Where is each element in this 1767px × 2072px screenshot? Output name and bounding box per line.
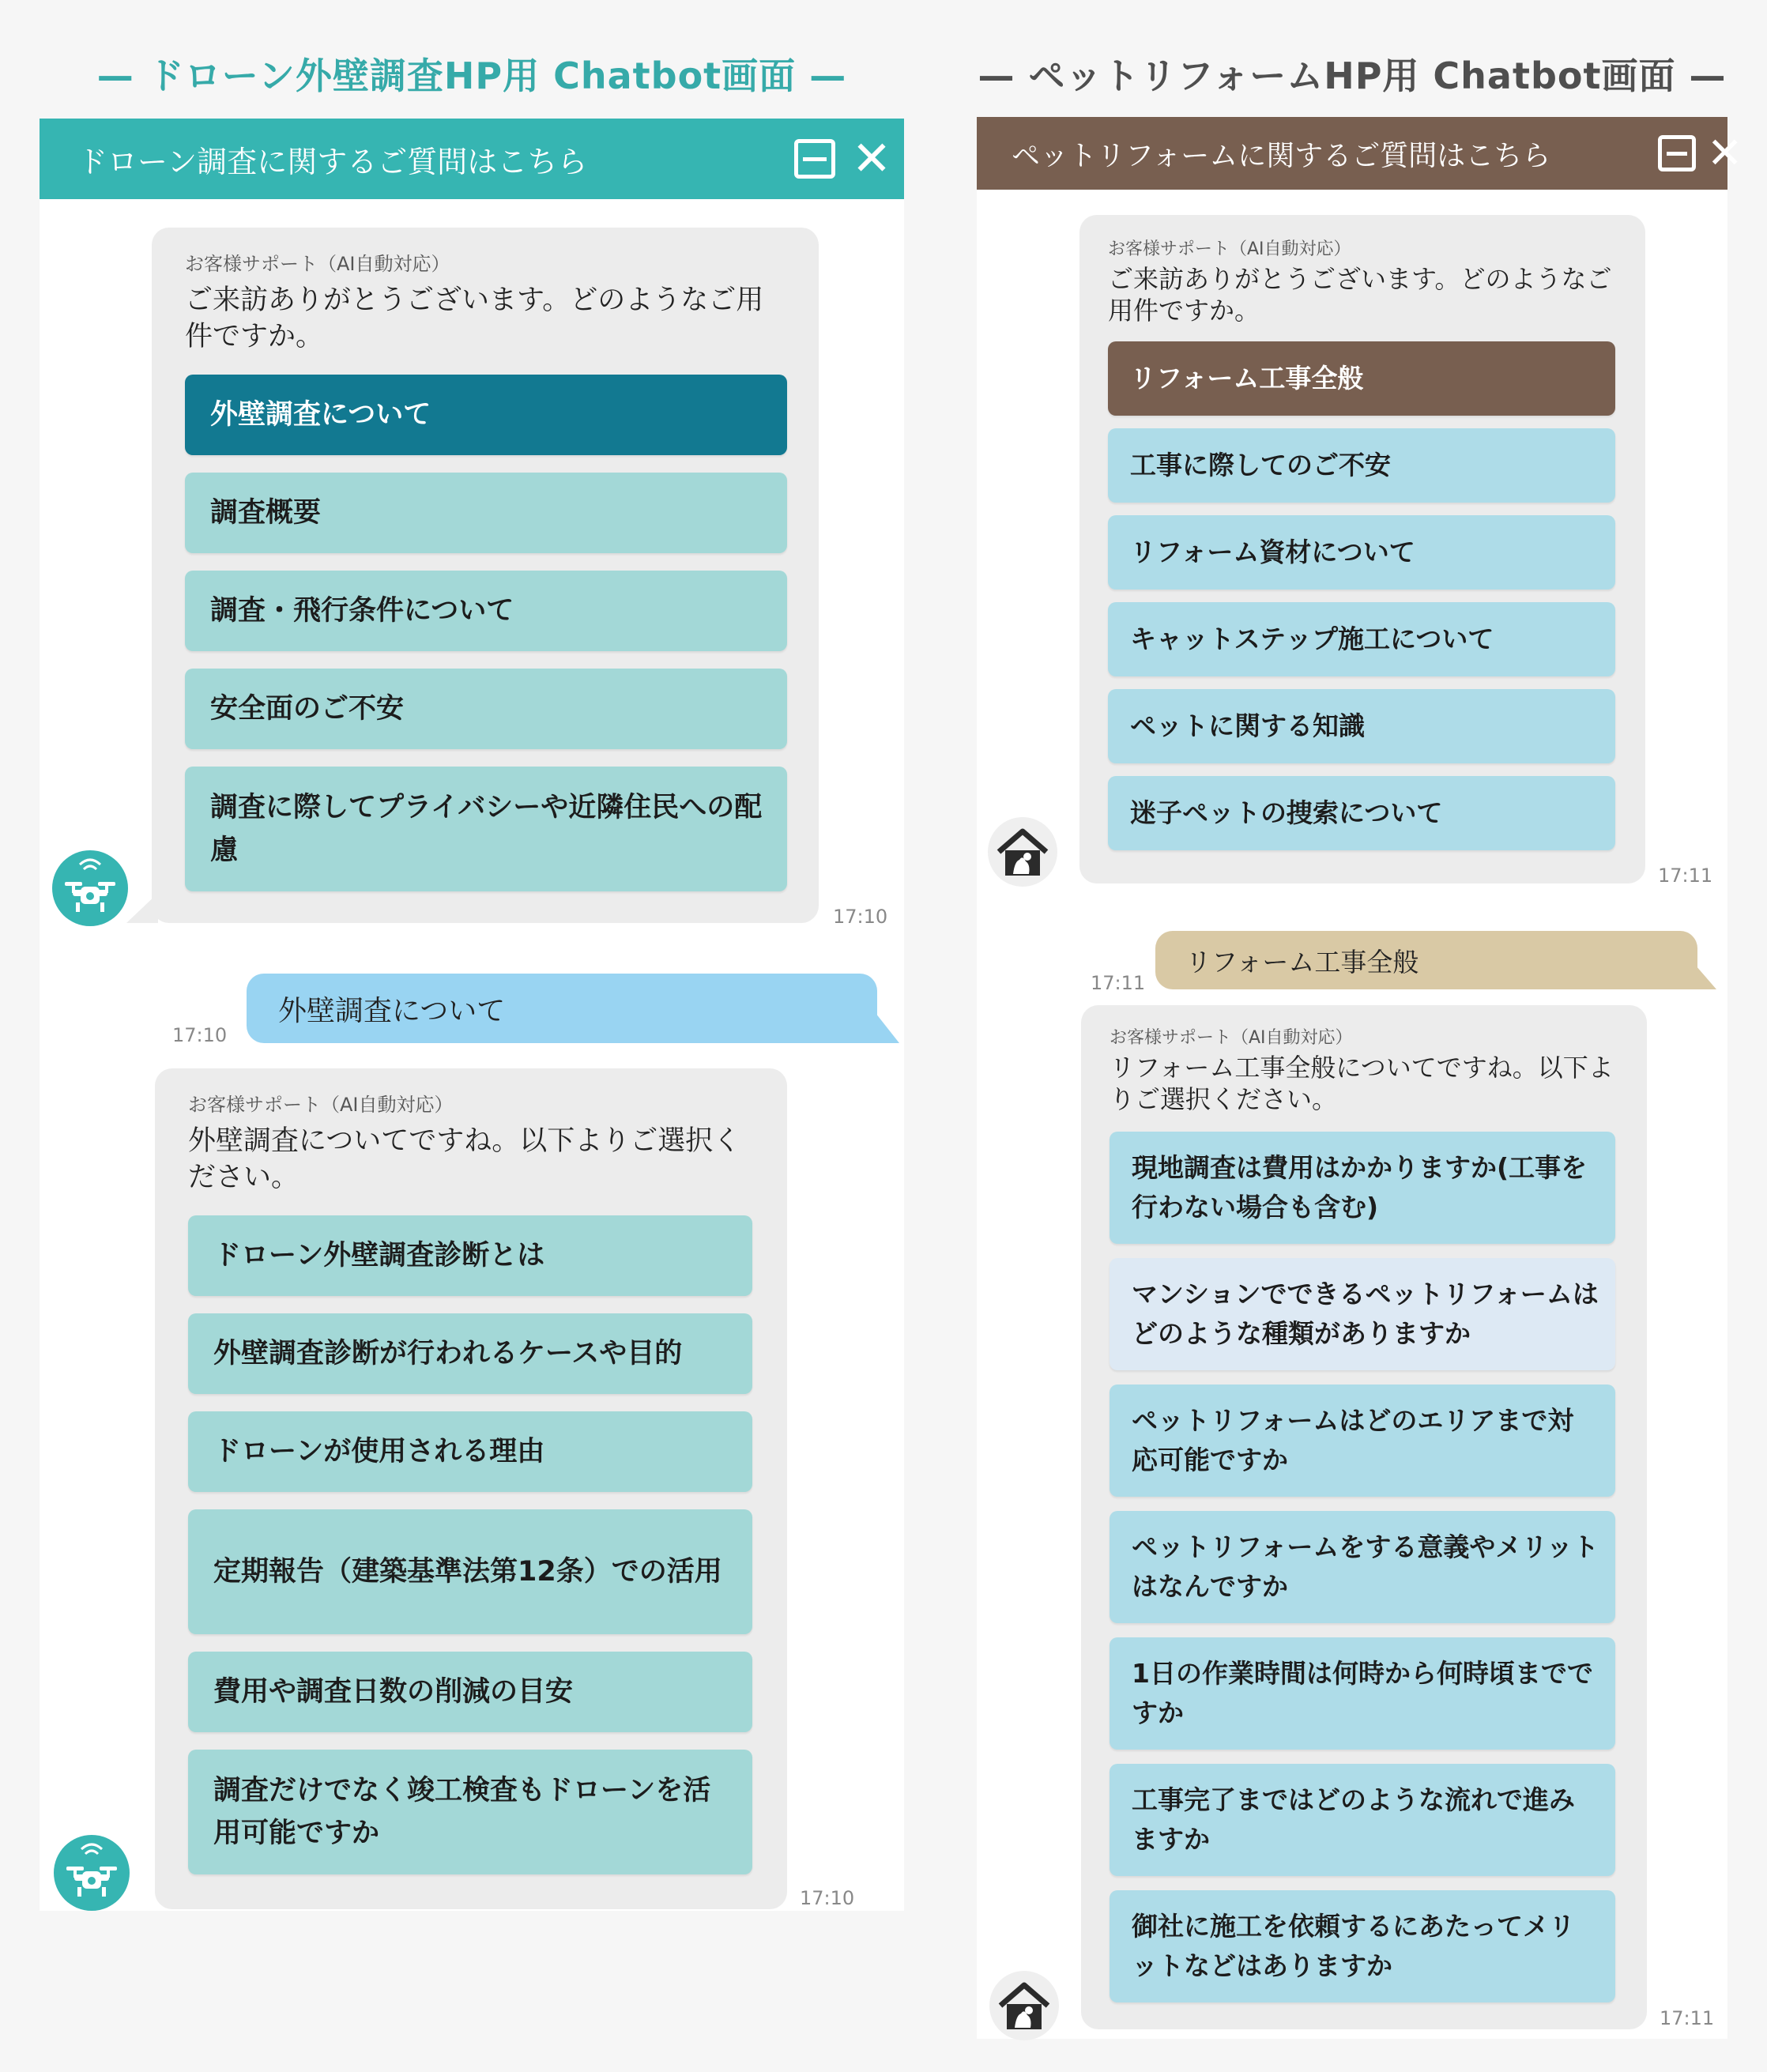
option-button[interactable]: 工事に際してのご不安 — [1108, 428, 1615, 503]
option-button[interactable]: 現地調査は費用はかかりますか(工事を行わない場合も含む) — [1110, 1132, 1615, 1244]
chat-header-title: ペットリフォームに関するご質問はこちら — [1012, 139, 1551, 172]
pet-house-icon — [988, 817, 1057, 887]
pet-house-icon — [989, 1971, 1059, 2040]
option-button[interactable]: 調査・飛行条件について — [185, 571, 787, 651]
bot-message — [1081, 1005, 1647, 2029]
option-button[interactable]: ペットに関する知識 — [1108, 689, 1615, 763]
option-button[interactable]: 安全面のご不安 — [185, 669, 787, 749]
sender-name: お客様サポート（AI自動対応） — [188, 1094, 454, 1116]
minimize-icon — [794, 139, 835, 179]
close-button[interactable] — [1707, 128, 1743, 178]
option-button-hover[interactable]: マンションでできるペットリフォームはどのような種類がありますか — [1110, 1258, 1615, 1370]
drone-icon — [54, 1835, 130, 1911]
sender-name: お客様サポート（AI自動対応） — [185, 253, 450, 275]
option-button[interactable]: 迷子ペットの捜索について — [1108, 776, 1615, 850]
bubble-tail — [876, 1013, 899, 1043]
minimize-button[interactable] — [1655, 131, 1699, 175]
option-button[interactable]: 調査だけでなく竣工検査もドローンを活用可能ですか — [188, 1750, 752, 1874]
user-message — [1155, 931, 1697, 989]
close-button[interactable] — [847, 133, 896, 185]
bot-message — [155, 1068, 787, 1909]
option-button[interactable]: ペットリフォームはどのエリアまで対応可能ですか — [1110, 1384, 1615, 1497]
close-icon: ✕ — [1707, 128, 1743, 178]
drone-chatbot-window — [40, 119, 904, 1911]
timestamp: 17:10 — [833, 906, 888, 928]
user-message-text: 外壁調査について — [278, 994, 506, 1027]
option-button-selected[interactable]: リフォーム工事全般 — [1108, 341, 1615, 416]
close-icon: ✕ — [851, 131, 892, 186]
option-button[interactable]: ドローン外壁調査診断とは — [188, 1215, 752, 1296]
option-button[interactable]: 御社に施工を依頼するにあたってメリットなどはありますか — [1110, 1890, 1615, 2002]
pet-reform-chatbot-window — [977, 117, 1743, 2039]
sender-name: お客様サポート（AI自動対応） — [1108, 239, 1351, 259]
option-button[interactable]: ドローンが使用される理由 — [188, 1411, 752, 1492]
option-button[interactable]: キャットステップ施工について — [1108, 602, 1615, 676]
bot-message — [152, 228, 819, 923]
pet-house-avatar — [988, 817, 1057, 887]
option-button[interactable]: 1日の作業時間は何時から何時頃までですか — [1110, 1637, 1615, 1750]
timestamp: 17:10 — [172, 1024, 228, 1046]
minimize-button[interactable] — [790, 134, 839, 183]
timestamp: 17:11 — [1660, 2007, 1715, 2029]
option-button[interactable]: 定期報告（建築基準法第12条）での活用 — [188, 1509, 752, 1634]
timestamp: 17:10 — [800, 1887, 855, 1909]
right-caption: — ペットリフォームHP用 Chatbot画面 — — [978, 55, 1727, 97]
option-button[interactable]: 外壁調査診断が行われるケースや目的 — [188, 1313, 752, 1394]
bot-message-text: 外壁調査についてですね。以下よりご選択ください。 — [188, 1125, 741, 1193]
chat-header — [977, 117, 1743, 190]
bot-message-text: ご来訪ありがとうございます。どのようなご用件ですか。 — [1108, 264, 1612, 326]
option-button[interactable]: 調査に際してプライバシーや近隣住民への配慮 — [185, 767, 787, 891]
bubble-tail — [1696, 966, 1716, 989]
left-caption: — ドローン外壁調査HP用 Chatbot画面 — — [96, 55, 847, 97]
user-message-text: リフォーム工事全般 — [1185, 946, 1419, 978]
chat-header — [40, 119, 904, 199]
chat-header-title: ドローン調査に関するご質問はこちら — [77, 144, 588, 179]
sender-name: お客様サポート（AI自動対応） — [1110, 1028, 1353, 1048]
option-button[interactable]: ペットリフォームをする意義やメリットはなんですか — [1110, 1511, 1615, 1623]
drone-avatar — [54, 1835, 130, 1911]
option-button[interactable]: リフォーム資材について — [1108, 515, 1615, 590]
bot-message-text: リフォーム工事全般についてですね。以下よりご選択ください。 — [1110, 1053, 1614, 1114]
bot-message-text: ご来訪ありがとうございます。どのようなご用件ですか。 — [185, 284, 764, 352]
option-button[interactable]: 調査概要 — [185, 473, 787, 553]
option-button[interactable]: 費用や調査日数の削減の目安 — [188, 1652, 752, 1732]
option-button-selected[interactable]: 外壁調査について — [185, 375, 787, 455]
bubble-tail — [126, 893, 158, 923]
pet-house-avatar — [989, 1971, 1059, 2040]
user-message — [247, 974, 877, 1043]
timestamp: 17:11 — [1658, 865, 1713, 887]
bot-message — [1079, 215, 1645, 883]
option-button[interactable]: 工事完了まではどのような流れで進みますか — [1110, 1764, 1615, 1876]
drone-icon — [52, 850, 128, 926]
timestamp: 17:11 — [1091, 972, 1146, 994]
minimize-icon — [1658, 135, 1696, 171]
drone-avatar — [52, 850, 128, 926]
